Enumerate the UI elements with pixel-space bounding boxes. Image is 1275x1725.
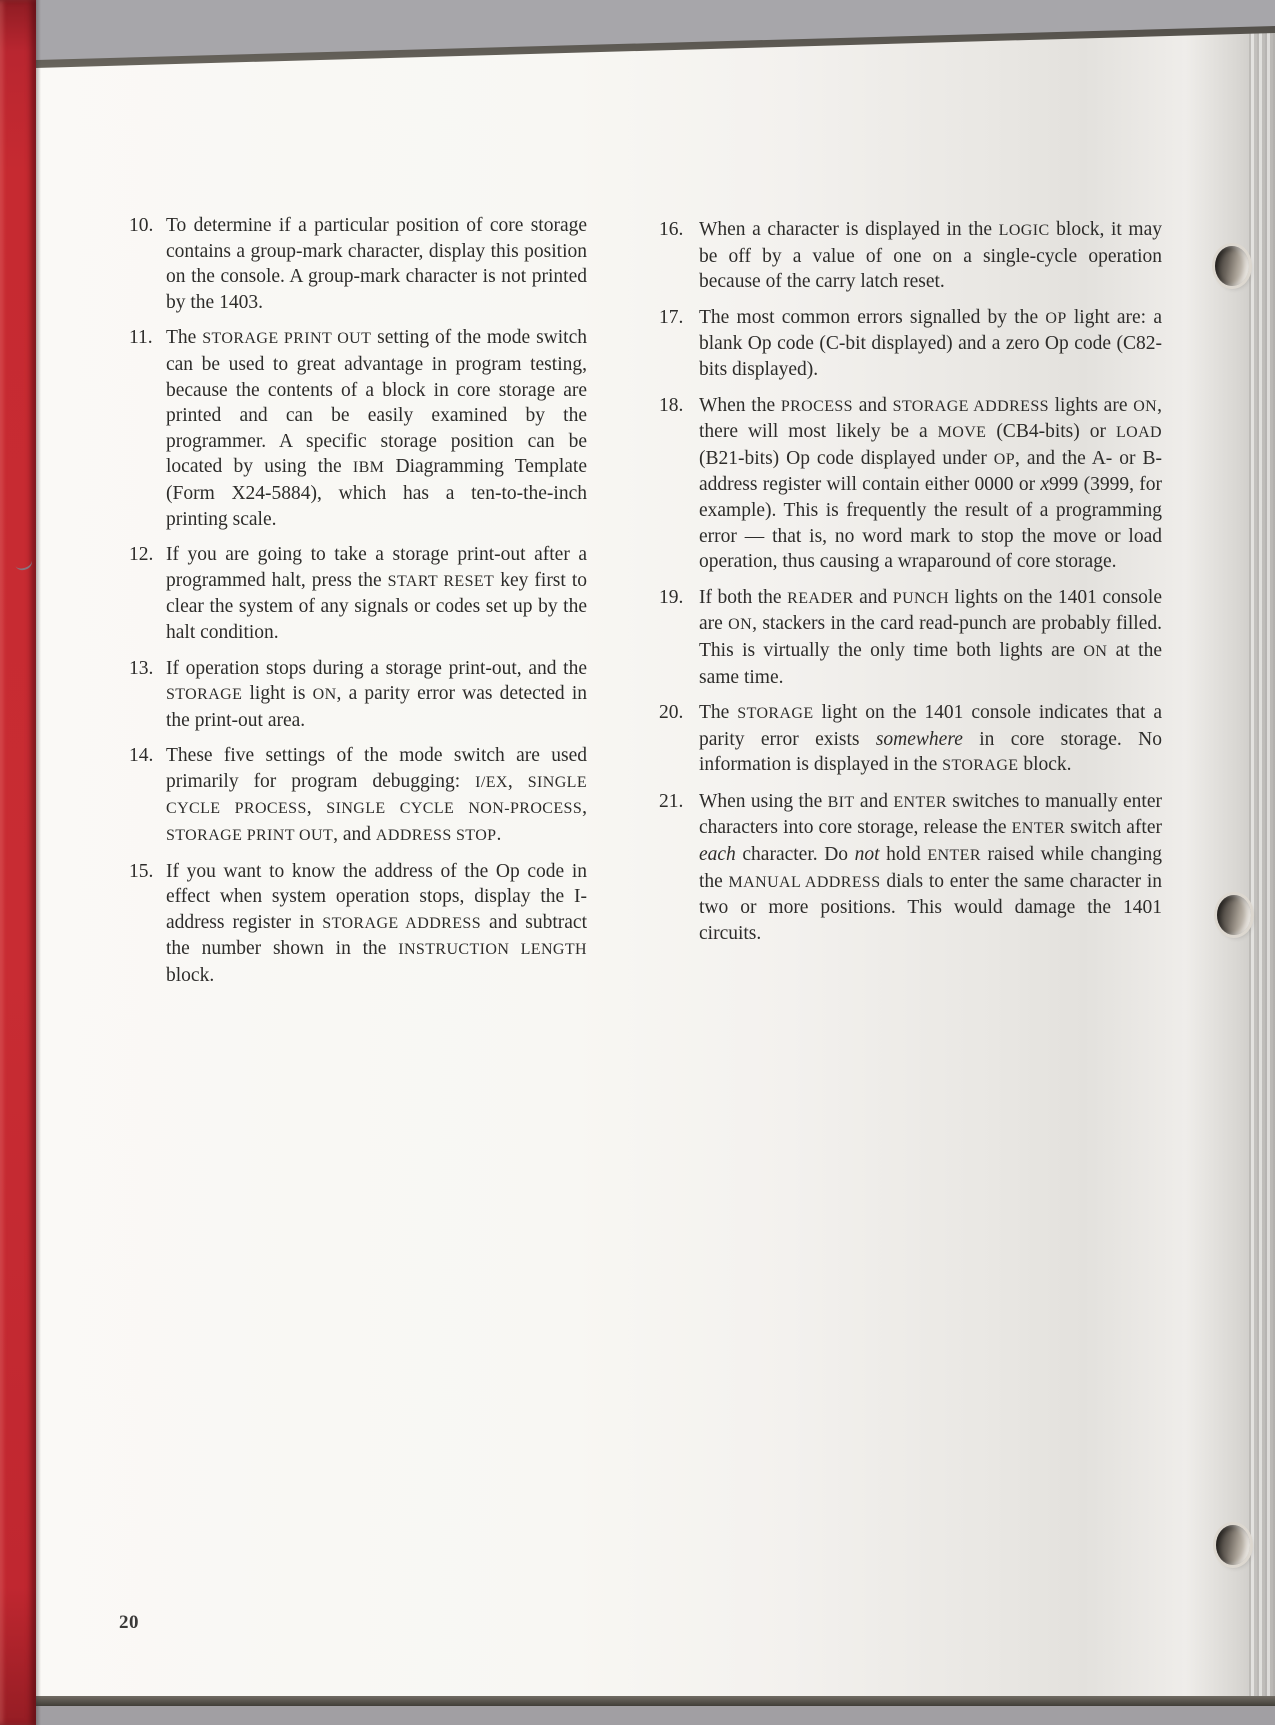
- list-item: [659, 585, 1162, 690]
- item-text: If you are going to take a storage print-out after a programmed halt, press the START RESET key first to clear the system of any signals or codes set up by the halt condition.: [166, 544, 587, 643]
- item-number: 15.: [129, 860, 154, 882]
- list-item: [659, 700, 1162, 779]
- page-bottom-edge-shadow: [0, 1696, 1275, 1706]
- left-column: [129, 213, 587, 999]
- binder-hole: [1216, 1525, 1250, 1565]
- item-text: When a character is displayed in the LOGIC block, it may be off by a value of one on a single-cycle operation because of the carry latch reset.: [699, 219, 1162, 293]
- scan-background-bottom: [0, 1706, 1275, 1725]
- item-number: 21.: [659, 790, 684, 812]
- list-item: [129, 325, 587, 532]
- item-number: 12.: [129, 544, 154, 566]
- item-text: If operation stops during a storage print-out, and the STORAGE light is ON, a parity error was detected in the print-out area.: [166, 657, 587, 731]
- item-number: 14.: [129, 745, 154, 767]
- item-text: If both the READER and PUNCH lights on the 1401 console are ON, stackers in the card read-punch are probably filled. This is virtually the only time both lights are ON at the same time.: [699, 586, 1163, 688]
- list-item: [129, 743, 587, 848]
- list-item: [659, 789, 1162, 947]
- binder-hole: [1215, 246, 1249, 286]
- list-item: [129, 213, 587, 315]
- item-number: 10.: [129, 215, 154, 236]
- item-text: If you want to know the address of the Op code in effect when system operation stops, display the I-address register in STORAGE ADDRESS and subtract the number shown in the INSTRUCTION LENGTH block.: [166, 860, 587, 987]
- item-text: The STORAGE light on the 1401 console indicates that a parity error exists somewhere in core storage. No information is displayed in the STORAGE block.: [699, 702, 1162, 776]
- item-number: 13.: [129, 657, 154, 679]
- item-text: The most common errors signalled by the OP light are: a blank Op code (C-bit displayed) and a zero Op code (C82-bits displayed).: [699, 306, 1162, 380]
- list-item: [129, 656, 587, 734]
- list-item: [659, 217, 1162, 295]
- item-text: When the PROCESS and STORAGE ADDRESS lights are ON, there will most likely be a MOVE (CB4-bits) or LOAD (B21-bits) Op code displayed under OP, and the A- or B-address register will contain either 0000 or x999 (3999, for example). This is frequently the result of a programming error — that is, no word mark to stop the move or load operation, thus causing a wraparound of core storage.: [699, 394, 1162, 573]
- page-edge-streaks: [1249, 30, 1275, 1705]
- book-spine-edge: [0, 0, 36, 1725]
- list-item: [659, 393, 1162, 575]
- item-text: These five settings of the mode switch are used primarily for program debugging: I/EX, SINGLE CYCLE PROCESS, SINGLE CYCLE NON-PROCESS, STORAGE PRINT OUT, and ADDRESS STOP.: [166, 745, 588, 846]
- spine-shadow: [36, 0, 41, 1725]
- list-item: [129, 859, 587, 989]
- item-number: 19.: [659, 586, 684, 608]
- item-number: 20.: [659, 702, 684, 724]
- item-text: The STORAGE PRINT OUT setting of the mode switch can be used to great advantage in program testing, because the contents of a block in core storage are printed and can be easily examined by the programmer. A specific storage position can be located by using the IBM Diagramming Template (Form X24-5884), which has a ten-to-the-inch printing scale.: [166, 327, 587, 530]
- list-item: [129, 542, 587, 645]
- item-text: To determine if a particular position of core storage contains a group-mark character, display this position on the console. A group-mark character is not printed by the 1403.: [166, 215, 587, 313]
- item-text: When using the BIT and ENTER switches to manually enter characters into core storage, release the ENTER switch after each character. Do not hold ENTER raised while changing the MANUAL ADDRESS dials to enter the same character in two or more positions. This would damage the 1401 circuits.: [699, 790, 1162, 944]
- page-number: 20: [119, 1612, 139, 1633]
- list-item: [659, 305, 1162, 383]
- item-number: 11.: [129, 327, 153, 349]
- right-column: [659, 217, 1162, 956]
- item-number: 18.: [659, 394, 684, 416]
- item-number: 17.: [659, 306, 684, 328]
- binder-hole: [1217, 895, 1251, 935]
- item-number: 16.: [659, 219, 684, 240]
